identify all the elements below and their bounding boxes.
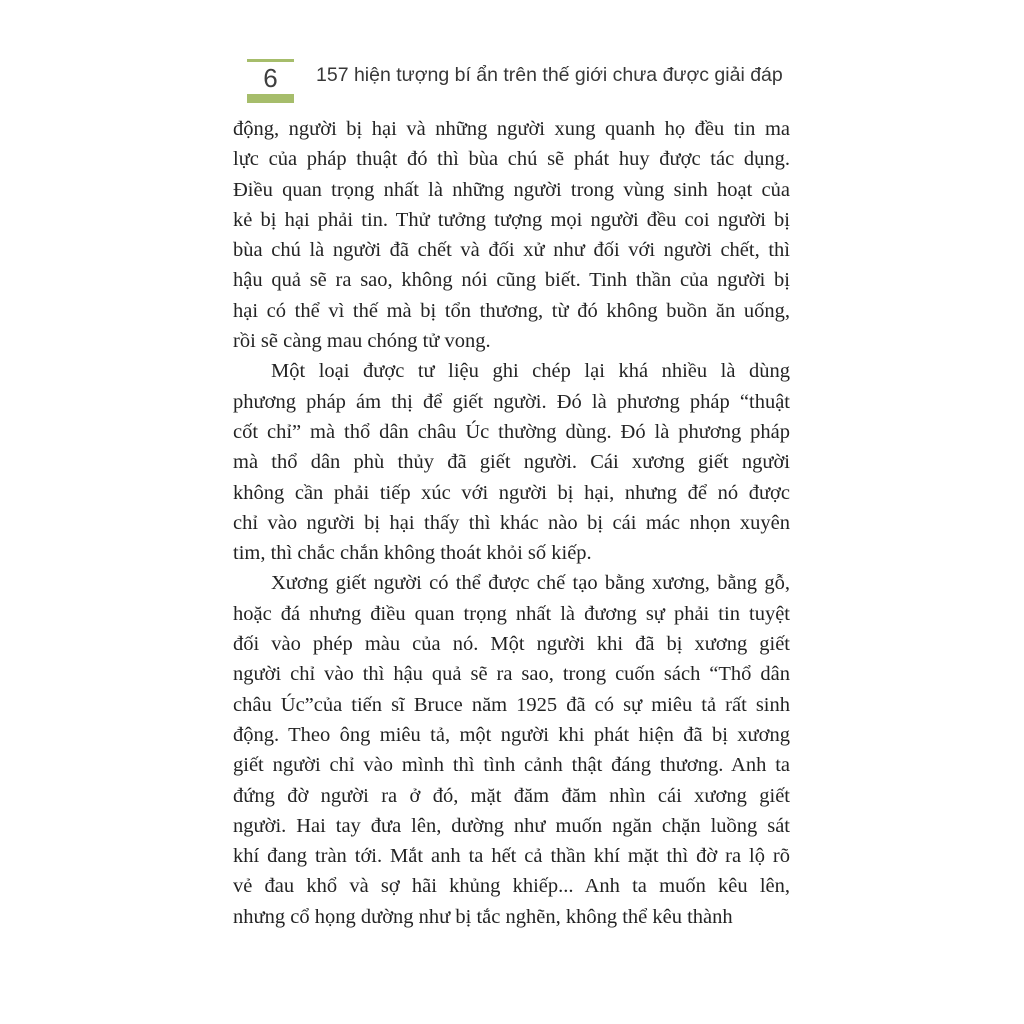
page-number: 6 xyxy=(263,63,278,93)
text-line: vẻ đau khổ và sợ hãi khủng khiếp... Anh ta muốn kêu lên, xyxy=(233,875,790,898)
text-line: hại có thể vì thế mà bị tổn thương, từ đó không buồn ăn uống, xyxy=(233,299,790,322)
text-line: người chỉ vào thì hậu quả sẽ ra sao, trong cuốn sách “Thổ dân xyxy=(233,663,790,686)
text-line: đối vào phép màu của nó. Một người khi đã bị xương giết xyxy=(233,633,790,656)
text-line: Một loại được tư liệu ghi chép lại khá nhiều là dùng xyxy=(271,360,790,383)
text-line: châu Úc”của tiến sĩ Bruce năm 1925 đã có sự miêu tả rất sinh xyxy=(233,693,790,716)
page-number-block xyxy=(247,59,294,103)
text-line: động, người bị hại và những người xung quanh họ đều tin ma xyxy=(233,118,790,140)
text-line: hậu quả sẽ ra sao, không nói cũng biết. Tinh thần của người bị xyxy=(233,269,790,292)
text-line: kẻ bị hại phải tin. Thử tưởng tượng mọi người đều coi người bị xyxy=(233,208,790,231)
text-line: Điều quan trọng nhất là những người trong vùng sinh hoạt của xyxy=(233,178,790,201)
text-line: bùa chú là người đã chết và đối xử như đối với người chết, thì xyxy=(233,239,790,262)
text-line: không cần phải tiếp xúc với người bị hại, nhưng để nó được xyxy=(233,481,790,504)
paragraph xyxy=(233,114,790,356)
text-line: đứng đờ người ra ở đó, mặt đăm đăm nhìn cái xương giết xyxy=(233,784,790,807)
text-line: lực của pháp thuật đó thì bùa chú sẽ phát huy được tác dụng. xyxy=(233,148,790,171)
text-line: tim, thì chắc chắn không thoát khỏi số kiếp. xyxy=(233,542,592,565)
text-line: rồi sẽ càng mau chóng tử vong. xyxy=(233,330,491,353)
text-line: nhưng cổ họng dường như bị tắc nghẽn, không thể kêu thành xyxy=(233,905,733,928)
text-line: Xương giết người có thể được chế tạo bằng xương, bằng gỗ, xyxy=(271,572,790,595)
page-text xyxy=(233,114,790,932)
text-line: mà thổ dân phù thủy đã giết người. Cái xương giết người xyxy=(233,451,790,474)
paragraph xyxy=(233,568,790,932)
text-line: phương pháp ám thị để giết người. Đó là phương pháp “thuật xyxy=(233,390,790,413)
text-line: cốt chỉ” mà thổ dân châu Úc thường dùng. Đó là phương pháp xyxy=(233,420,790,443)
text-line: hoặc đá nhưng điều quan trọng nhất là đương sự phải tin tuyệt xyxy=(233,602,790,625)
text-line: động. Theo ông miêu tả, một người khi phát hiện đã bị xương xyxy=(233,723,790,746)
paragraph xyxy=(233,356,790,568)
page-number-rule-bottom xyxy=(247,94,294,103)
text-line: người. Hai tay đưa lên, dường như muốn ngăn chặn luồng sát xyxy=(233,814,790,837)
text-line: giết người chỉ vào mình thì tình cảnh thật đáng thương. Anh ta xyxy=(233,754,790,777)
text-line: chỉ vào người bị hại thấy thì khác nào bị cái mác nhọn xuyên xyxy=(233,511,790,534)
running-header-title: 157 hiện tượng bí ẩn trên thế giới chưa được giải đáp xyxy=(316,64,783,86)
text-line: khí đang tràn tới. Mắt anh ta hết cả thần khí mặt thì đờ ra lộ rõ xyxy=(233,845,790,868)
